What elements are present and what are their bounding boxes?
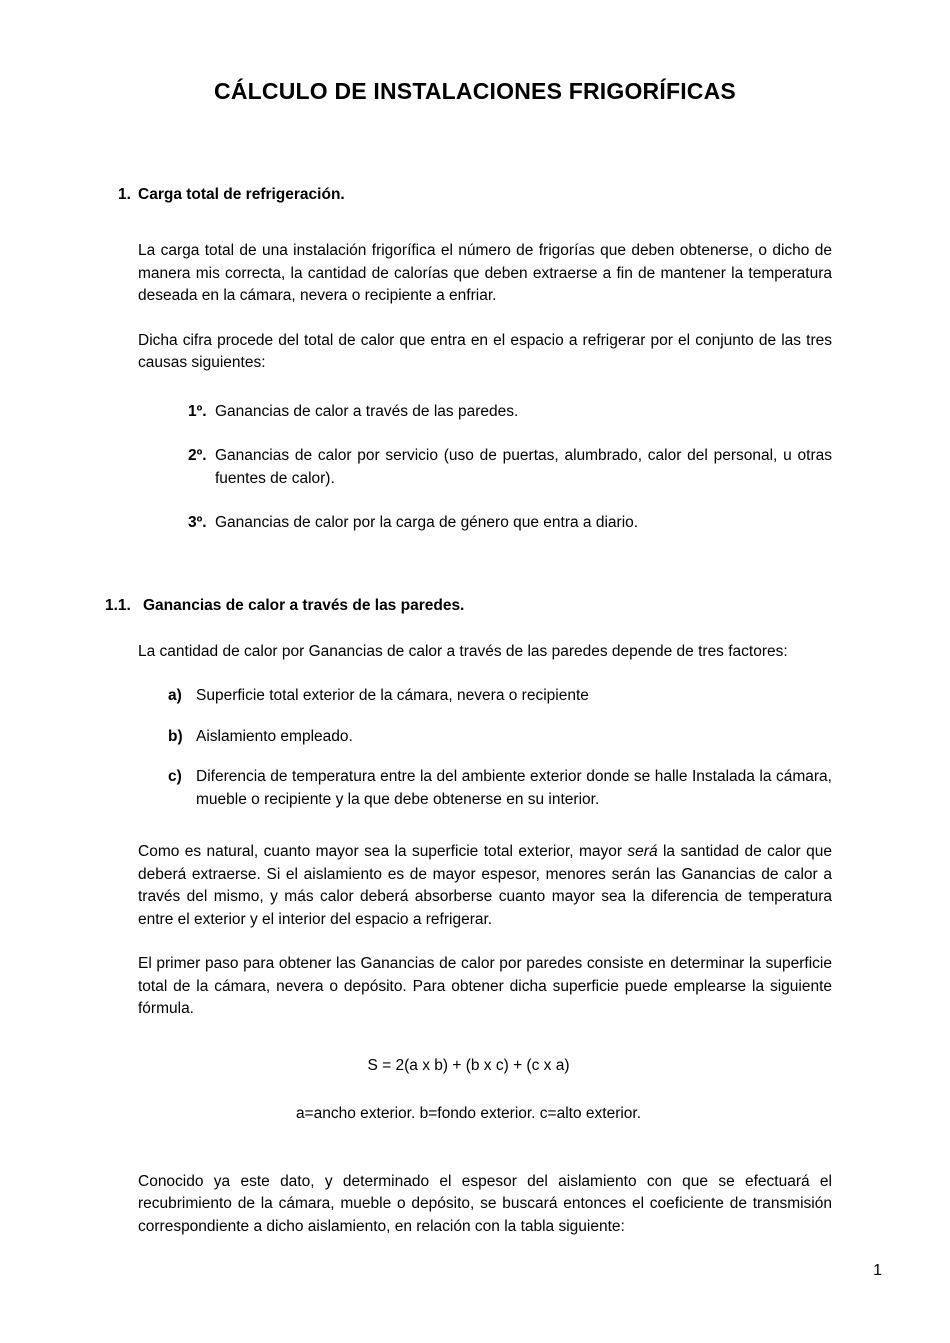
section-1-1-paragraph-3: El primer paso para obtener las Ganancias de calor por paredes consiste en determinar la superficie total de la cámara, nevera o depósito. Para obtener dicha superficie puede emplearse la siguiente fórmula. — [138, 955, 832, 1017]
list-item-text: Aislamiento empleado. — [196, 727, 353, 745]
spacer — [105, 535, 832, 597]
spacer — [105, 204, 832, 240]
section-1-heading — [118, 186, 832, 204]
section-1-number: 1. — [118, 186, 131, 203]
list-item — [168, 685, 832, 708]
paragraph-text-part-2: la santidad de calor que deberá extraerse. Si el aislamiento es de mayor espesor, menores serán las Ganancias de calor a través del mismo, y más calor deberá absorberse cuanto mayor sea la diferencia de temperatura entre el exterior y el interior del espacio a refrigerar. — [138, 843, 832, 928]
section-1-paragraph-1: La carga total de una instalación frigorífica el número de frigorías que deben obtenerse, o dicho de manera mis correcta, la cantidad de calorías que deben extraerse a fin de mantener la temperatura deseada en la cámara, nevera o recipiente a enfriar. — [138, 242, 832, 304]
causes-list — [105, 401, 832, 535]
list-item — [188, 512, 832, 535]
list-item-marker: 2º. — [188, 447, 207, 464]
list-item — [188, 401, 832, 424]
spacer — [188, 490, 832, 512]
spacer — [168, 708, 832, 726]
section-1-1-paragraph-1: La cantidad de calor por Ganancias de calor a través de las paredes depende de tres factores: — [138, 642, 788, 660]
page-number: 1 — [873, 1262, 882, 1279]
list-item-text: Ganancias de calor por servicio (uso de puertas, alumbrado, calor del personal, u otras fuentes de calor). — [215, 447, 832, 487]
list-item — [168, 726, 832, 749]
list-item-marker: b) — [168, 727, 183, 745]
surface-formula: S = 2(a x b) + (b x c) + (c x a) — [367, 1056, 570, 1074]
list-item — [188, 445, 832, 490]
list-item-text: Superficie total exterior de la cámara, nevera o recipiente — [196, 687, 589, 704]
spacer — [105, 308, 832, 330]
spacer — [105, 1075, 832, 1105]
spacer — [105, 811, 832, 841]
spacer — [105, 615, 832, 641]
spacer — [105, 1021, 832, 1057]
formula-variable-legend: a=ancho exterior. b=fondo exterior. c=alto exterior. — [295, 1104, 642, 1122]
document-title: CÁLCULO DE INSTALACIONES FRIGORÍFICAS — [214, 78, 736, 104]
section-1-1-title: Ganancias de calor a través de las paredes. — [143, 596, 465, 614]
section-1-1-paragraph-2 — [105, 841, 832, 931]
section-1-1-paragraph-4: Conocido ya este dato, y determinado el espesor del aislamiento con que se efectuará el recubrimiento de la cámara, mueble o depósito, se buscará entonces el coeficiente de transmisión correspondiente a dicho aislamiento, en relación con la tabla siguiente: — [138, 1172, 832, 1235]
list-item-marker: 3º. — [188, 514, 207, 531]
spacer — [105, 1123, 832, 1171]
document-body — [105, 186, 832, 1238]
list-item — [168, 766, 832, 811]
emphasis-text: será — [627, 843, 658, 860]
section-1-1-number: 1.1. — [105, 596, 131, 614]
list-item-text: Diferencia de temperatura entre la del ambiente exterior donde se halle Instalada la cámara, mueble o recipiente y la que debe obtenerse en su interior. — [196, 768, 832, 808]
spacer — [105, 931, 832, 953]
factors-list — [105, 685, 832, 811]
spacer — [188, 423, 832, 445]
list-item-text: Ganancias de calor por la carga de género que entra a diario. — [215, 514, 639, 531]
list-item-marker: a) — [168, 687, 182, 704]
list-item-marker: c) — [168, 768, 182, 785]
section-1-1-heading — [105, 597, 832, 615]
spacer — [105, 663, 832, 685]
section-1-title: Carga total de refrigeración. — [138, 186, 345, 203]
spacer — [168, 748, 832, 766]
paragraph-text-part-1: Como es natural, cuanto mayor sea la superficie total exterior, mayor — [138, 843, 628, 860]
list-item-text: Ganancias de calor a través de las paredes. — [215, 402, 519, 420]
list-item-marker: 1º. — [188, 402, 207, 420]
spacer — [105, 375, 832, 401]
section-1-paragraph-2: Dicha cifra procede del total de calor que entra en el espacio a refrigerar por el conjunto de las tres causas siguientes: — [138, 331, 832, 371]
